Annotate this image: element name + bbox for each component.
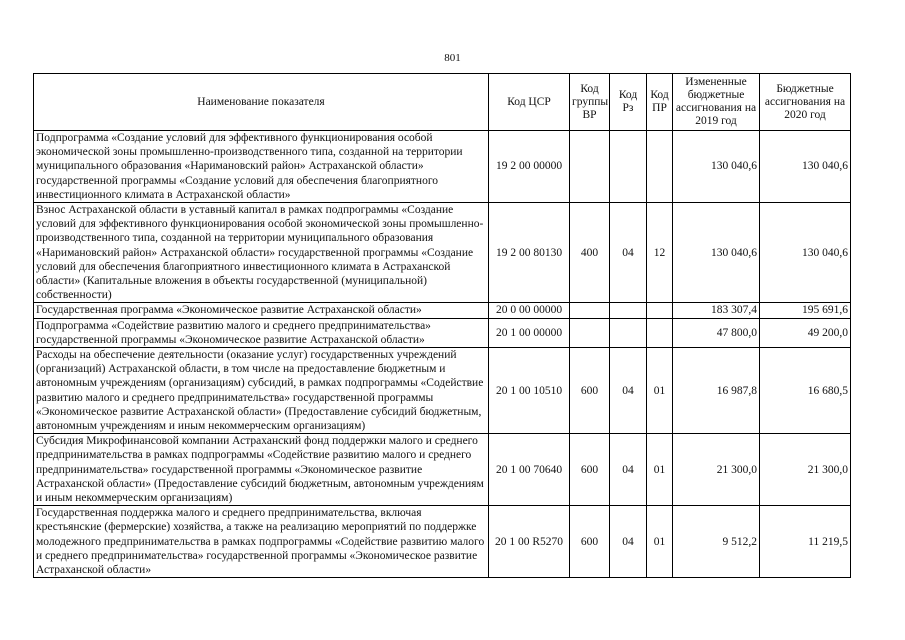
row-rz: 04 (610, 434, 647, 506)
row-name: Подпрограмма «Содействие развитию малого и среднего предпринимательства» государственной программы «Экономическое развитие Астраханской области» (34, 318, 489, 347)
header-2019: Измененные бюджетные ассигнования на 2019 год (673, 74, 760, 131)
row-name: Субсидия Микрофинансовой компании Астраханский фонд поддержки малого и среднего предпринимательства в рамках подпрограммы «Содействие развитию малого и среднего предпринимательства» государственной программы «Экономическое развитие Астраханской области» (Предоставление субсидий бюджетным, автономным учреждениям и иным некоммерческим организациям) (34, 434, 489, 506)
row-csr: 20 1 00 70640 (489, 434, 570, 506)
row-pr: 01 (647, 434, 673, 506)
header-csr: Код ЦСР (489, 74, 570, 131)
header-vr: Код группы ВР (570, 74, 610, 131)
row-rz: 04 (610, 506, 647, 578)
row-name: Расходы на обеспечение деятельности (оказание услуг) государственных учреждений (организаций) Астраханской области, в том числе на предоставление бюджетным и автономным учреждениям (организациям) субсидий, в рамках подпрограммы «Содействие развитию малого и среднего предпринимательства» государственной программы «Экономическое развитие Астраханской области» (Предоставление субсидий бюджетным, автономным учреждениям и иным некоммерческим организациям) (34, 348, 489, 434)
row-vr (570, 303, 610, 318)
row-rz (610, 131, 647, 203)
row-pr (647, 303, 673, 318)
row-name: Взнос Астраханской области в уставный капитал в рамках подпрограммы «Создание условий для эффективного функционирования особой экономической зоны промышленно-производственного типа, созданной на территории муниципального образования «Наримановский район» Астраханской области» государственной программы «Создание условий для обеспечения благоприятного инвестиционного климата в Астраханской области» (Капитальные вложения в объекты государственной (муниципальной) собственности) (34, 203, 489, 303)
row-2020: 21 300,0 (760, 434, 851, 506)
table-row (34, 318, 851, 347)
row-2020: 11 219,5 (760, 506, 851, 578)
page-number: 801 (444, 52, 461, 64)
row-vr: 400 (570, 203, 610, 303)
row-2019: 9 512,2 (673, 506, 760, 578)
row-name: Государственная программа «Экономическое развитие Астраханской области» (34, 303, 489, 318)
row-vr: 600 (570, 348, 610, 434)
row-pr: 12 (647, 203, 673, 303)
row-vr: 600 (570, 434, 610, 506)
row-vr: 600 (570, 506, 610, 578)
row-csr: 20 1 00 10510 (489, 348, 570, 434)
row-csr: 19 2 00 80130 (489, 203, 570, 303)
row-name: Государственная поддержка малого и среднего предпринимательства, включая крестьянские (фермерские) хозяйства, а также на реализацию мероприятий по поддержке молодежного предпринимательства в рамках подпрограммы «Содействие развитию малого и среднего предпринимательства» государственной программы «Экономическое развитие Астраханской области» (34, 506, 489, 578)
budget-table (33, 73, 851, 578)
row-2019: 130 040,6 (673, 203, 760, 303)
table-row (34, 506, 851, 578)
row-2019: 16 987,8 (673, 348, 760, 434)
row-2020: 16 680,5 (760, 348, 851, 434)
row-2020: 130 040,6 (760, 131, 851, 203)
row-vr (570, 131, 610, 203)
table-header-row (34, 74, 851, 131)
row-csr: 20 0 00 00000 (489, 303, 570, 318)
table-row (34, 348, 851, 434)
header-pr: Код ПР (647, 74, 673, 131)
table-row (34, 203, 851, 303)
row-pr (647, 318, 673, 347)
header-rz: Код Рз (610, 74, 647, 131)
table-row (34, 303, 851, 318)
row-2019: 130 040,6 (673, 131, 760, 203)
row-vr (570, 318, 610, 347)
row-name: Подпрограмма «Создание условий для эффективного функционирования особой экономической зоны промышленно-производственного типа, созданной на территории муниципального образования «Наримановский район» Астраханской области» государственной программы «Создание условий для обеспечения благоприятного инвестиционного климата в Астраханской области» (34, 131, 489, 203)
row-csr: 19 2 00 00000 (489, 131, 570, 203)
row-pr (647, 131, 673, 203)
header-name: Наименование показателя (34, 74, 489, 131)
row-2020: 130 040,6 (760, 203, 851, 303)
row-csr: 20 1 00 R5270 (489, 506, 570, 578)
row-rz (610, 318, 647, 347)
row-2019: 47 800,0 (673, 318, 760, 347)
row-2020: 195 691,6 (760, 303, 851, 318)
row-rz: 04 (610, 203, 647, 303)
row-pr: 01 (647, 506, 673, 578)
row-rz (610, 303, 647, 318)
row-csr: 20 1 00 00000 (489, 318, 570, 347)
table-row (34, 434, 851, 506)
row-2019: 183 307,4 (673, 303, 760, 318)
row-2020: 49 200,0 (760, 318, 851, 347)
header-2020: Бюджетные ассигнования на 2020 год (760, 74, 851, 131)
table-row (34, 131, 851, 203)
row-pr: 01 (647, 348, 673, 434)
row-2019: 21 300,0 (673, 434, 760, 506)
row-rz: 04 (610, 348, 647, 434)
